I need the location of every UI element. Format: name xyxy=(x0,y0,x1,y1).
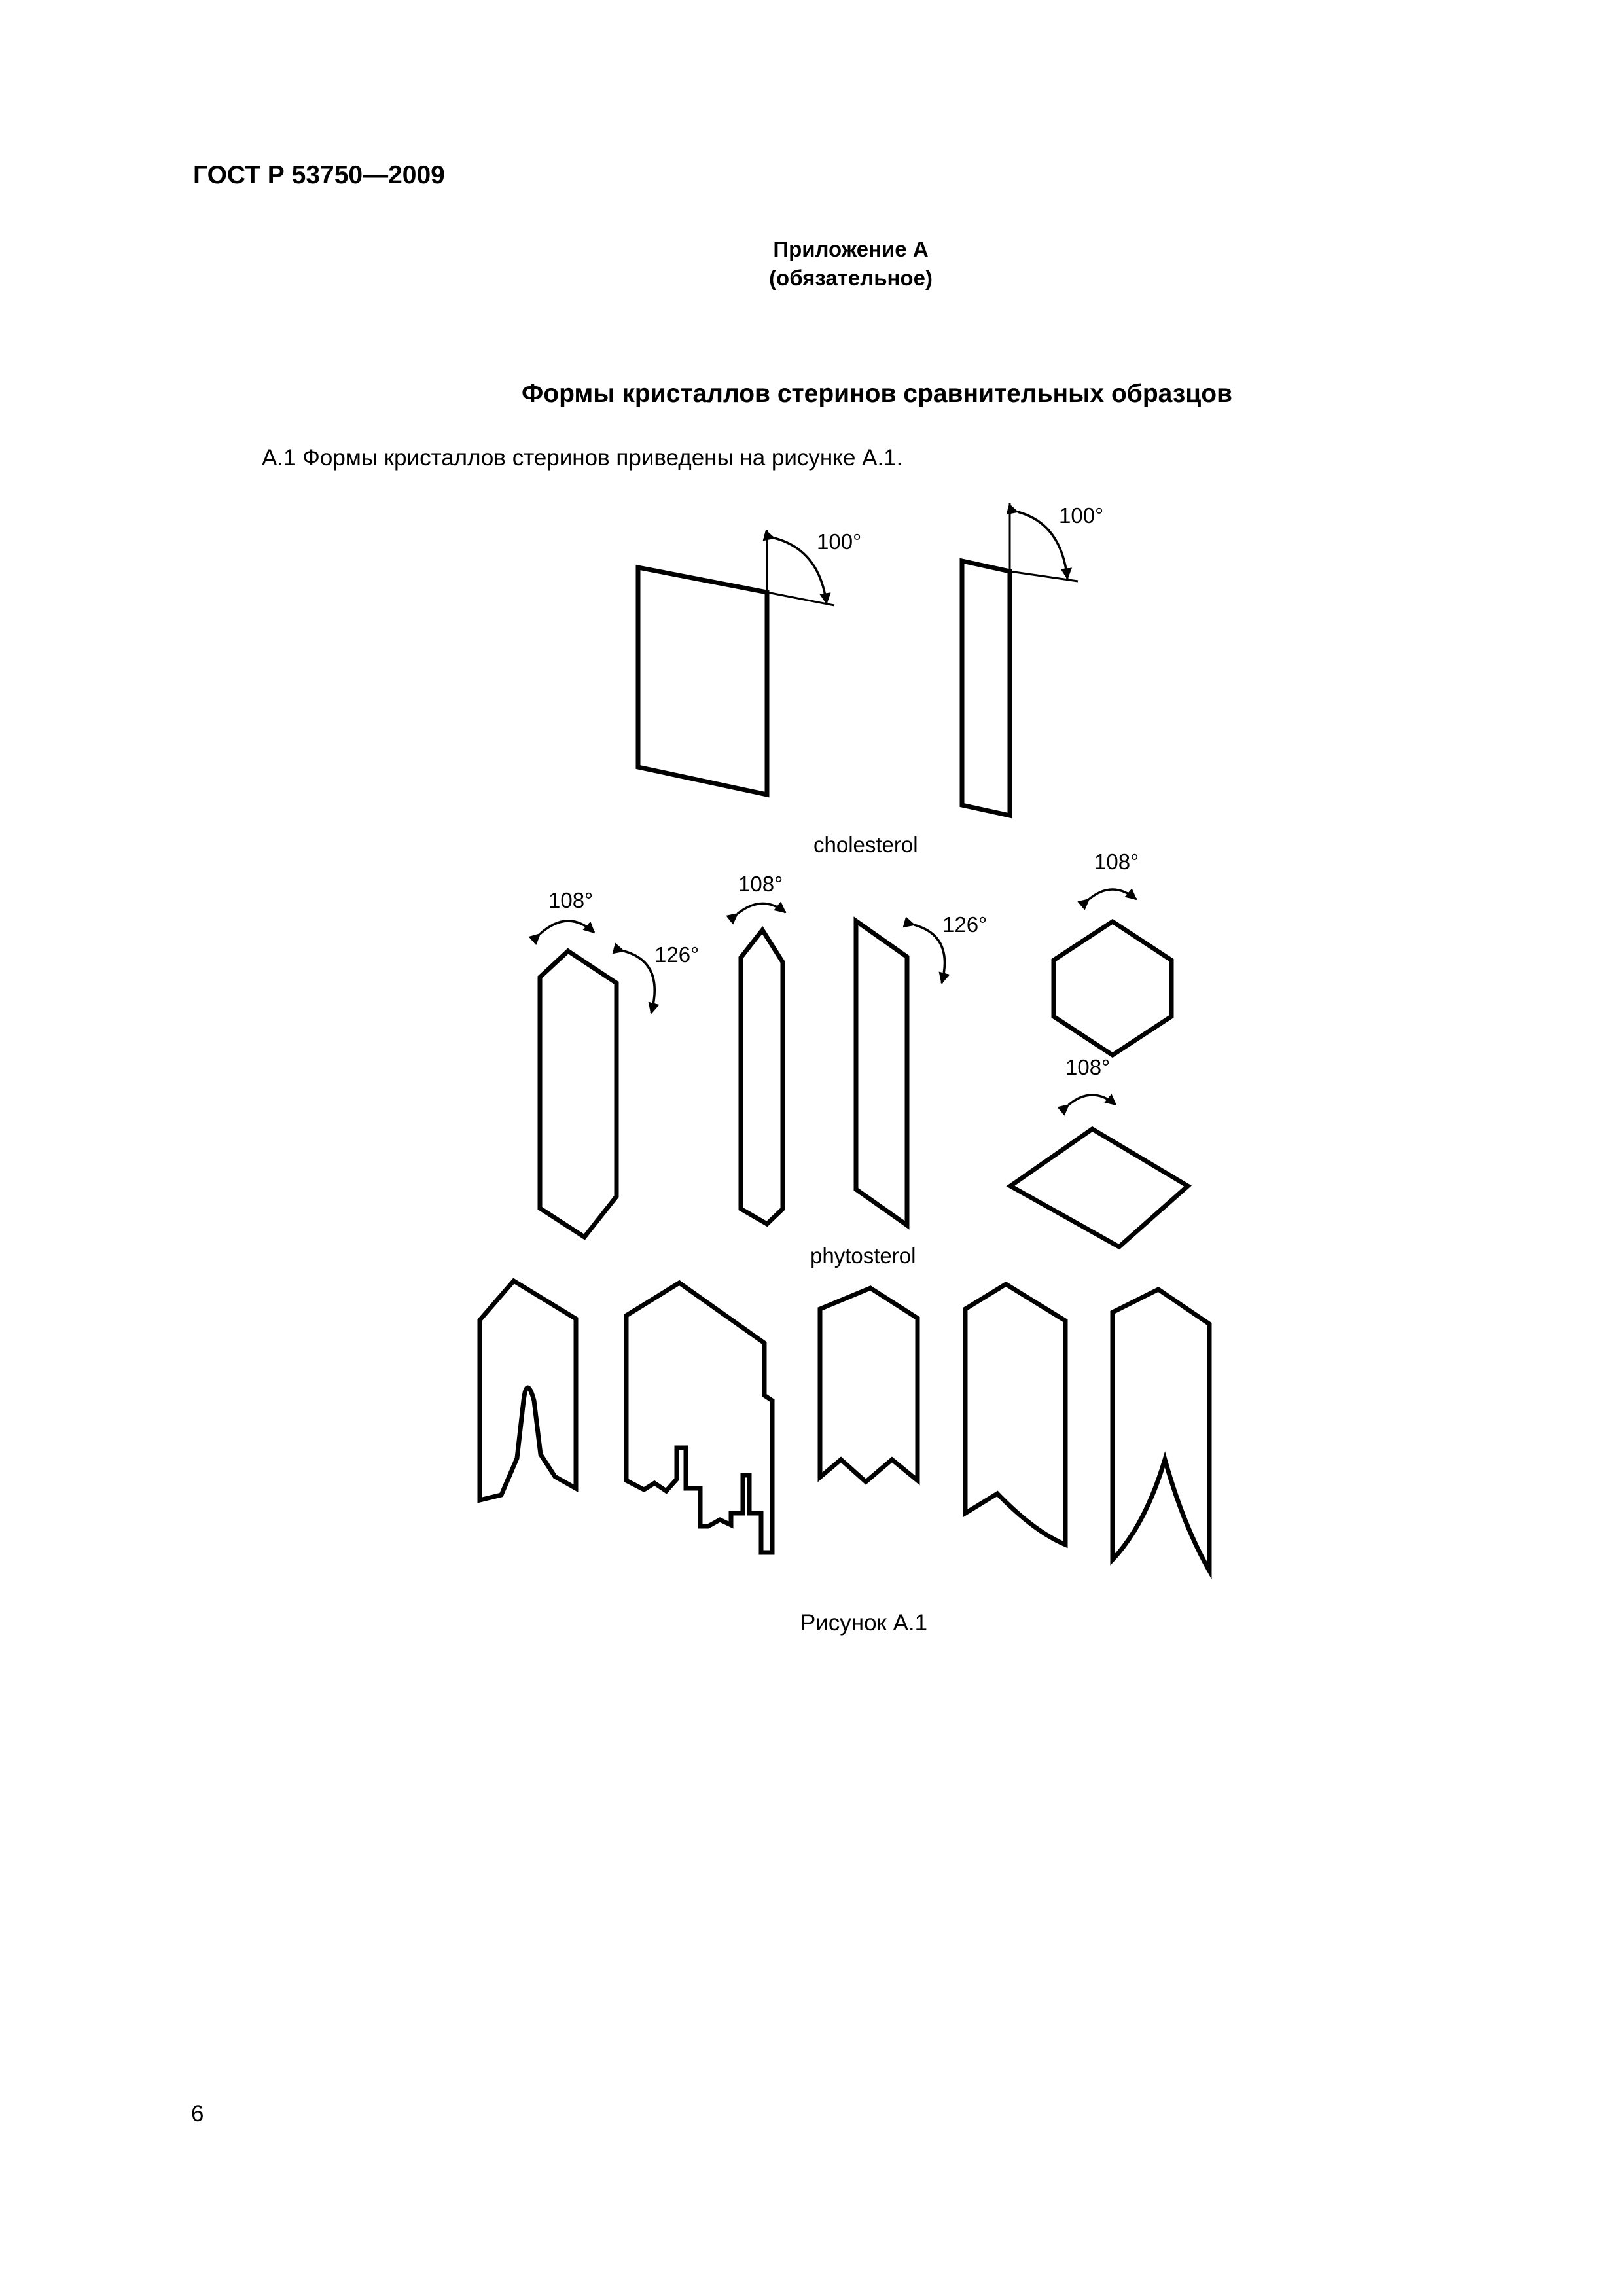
cholesterol-crystal-1 xyxy=(0,0,861,795)
group-label-phytosterol: phytosterol xyxy=(810,1244,916,1268)
crystal-outline xyxy=(1010,1129,1188,1247)
angle-label-top: 108° xyxy=(548,888,594,912)
group-label-cholesterol: cholesterol xyxy=(813,833,918,857)
sterol-crystal-bottom-4 xyxy=(965,1284,1065,1545)
annex-status: (обязательное) xyxy=(769,266,933,290)
phytosterol-crystal-1 xyxy=(0,0,699,1237)
crystal-outline xyxy=(856,921,907,1225)
angle-label: 100° xyxy=(1059,503,1104,528)
sterol-crystal-bottom-1 xyxy=(480,1281,576,1500)
annex-title: Приложение А xyxy=(773,237,929,261)
figure-caption: Рисунок А.1 xyxy=(800,1610,928,1636)
angle-label-side: 126° xyxy=(654,942,700,967)
document-header: ГОСТ Р 53750—2009 xyxy=(193,161,445,189)
angle-label-side: 126° xyxy=(942,912,988,937)
phytosterol-crystal-3 xyxy=(0,0,987,1225)
phytosterol-crystal-2 xyxy=(0,0,785,1224)
crystal-outline xyxy=(741,930,783,1224)
crystal-outline xyxy=(638,567,767,795)
cholesterol-crystal-2 xyxy=(0,0,1103,816)
sterol-crystal-bottom-3 xyxy=(820,1288,918,1482)
crystal-outline xyxy=(626,1283,772,1552)
page-number: 6 xyxy=(191,2101,204,2126)
paragraph-a1: А.1 Формы кристаллов стеринов приведены на рисунке А.1. xyxy=(262,445,903,471)
crystal-outline xyxy=(480,1281,576,1500)
crystal-outline xyxy=(820,1288,918,1482)
angle-label-top: 108° xyxy=(738,872,783,896)
section-title: Формы кристаллов стеринов сравнительных образцов xyxy=(521,380,1233,408)
crystal-outline xyxy=(965,1284,1065,1545)
crystal-outline xyxy=(1054,922,1171,1055)
sterol-crystal-bottom-2 xyxy=(626,1283,772,1552)
crystal-outline xyxy=(962,561,1010,816)
angle-label: 108° xyxy=(1065,1055,1111,1079)
angle-label: 100° xyxy=(817,529,862,554)
angle-label: 108° xyxy=(1094,850,1139,874)
crystal-outline xyxy=(1113,1289,1209,1571)
crystal-outline xyxy=(540,951,616,1237)
